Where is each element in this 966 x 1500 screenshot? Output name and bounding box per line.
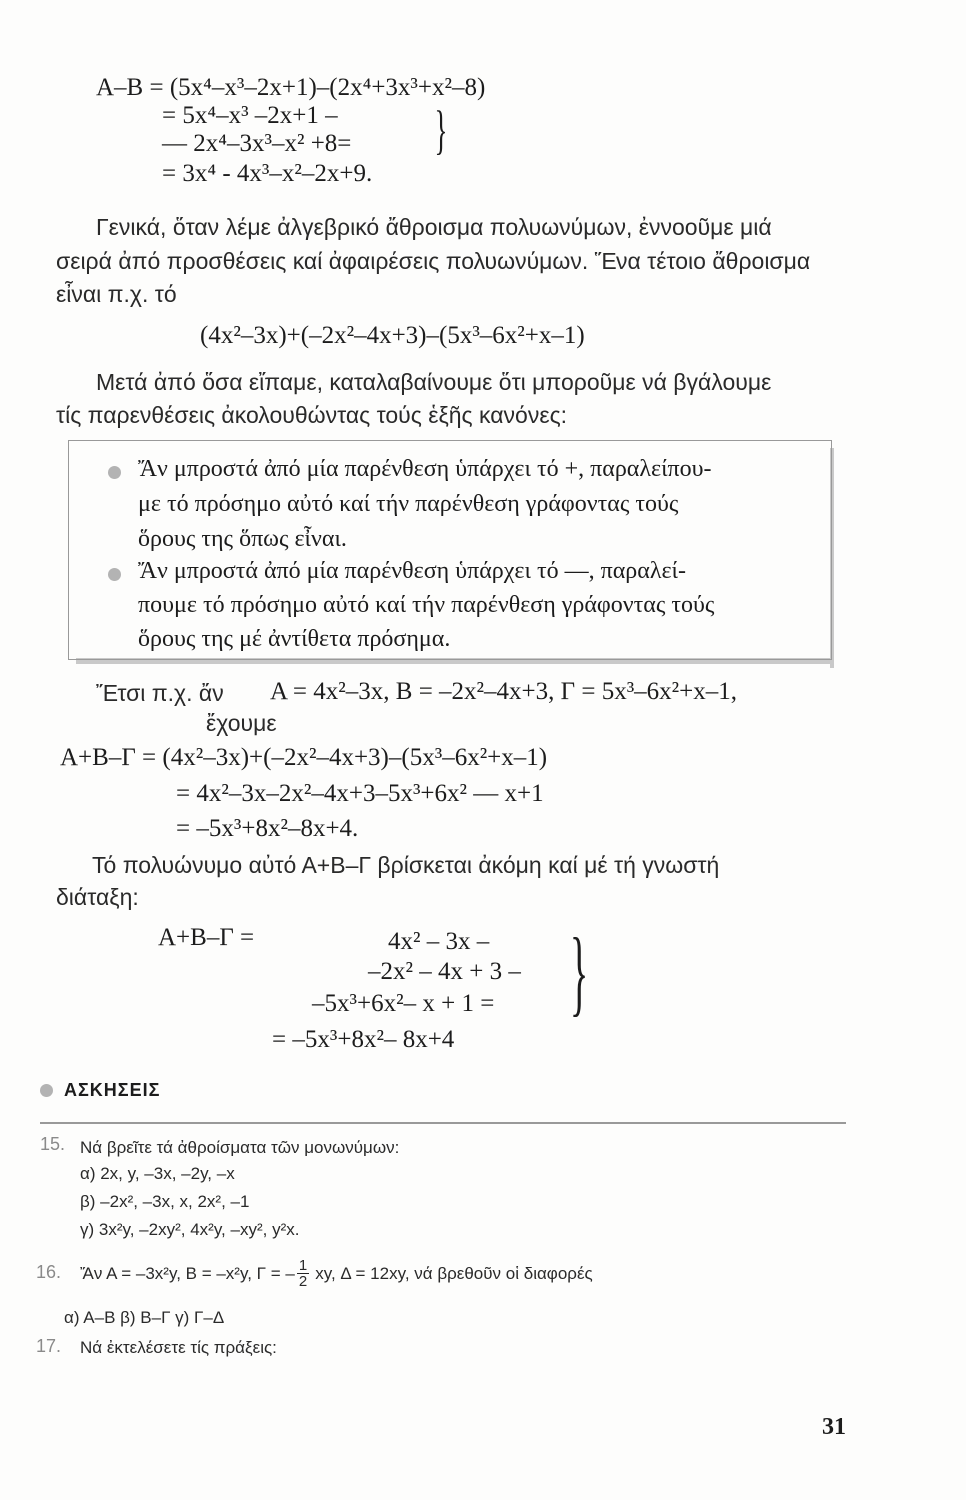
exercise-17-number: 17. (36, 1336, 62, 1356)
derivation-line-3: — 2x⁴–3x³–x² +8= (162, 130, 352, 157)
arrangement-row-2: –2x² – 4x + 3 – (368, 958, 521, 985)
exercise-15-b: β) –2x², –3x, x, 2x², –1 (80, 1192, 250, 1211)
example-expression: (4x²–3x)+(–2x²–4x+3)–(5x³–6x²+x–1) (200, 322, 585, 349)
exercises-heading: ΑΣΚΗΣΕΙΣ (64, 1080, 161, 1100)
paragraph-2-line-2: τίς παρενθέσεις ἀκολουθώντας τούς ἑξῆς κανόνες: (56, 402, 568, 428)
rule-2-line-2: πουμε τό πρόσημο αὐτό καί τήν παρένθεση γράφοντας τούς (138, 592, 715, 618)
example-2-line-3: = –5x³+8x²–8x+4. (176, 815, 359, 842)
exercise-16-prompt-end: xy, Δ = 12xy, νά βρεθοῦν οἱ διαφορές (315, 1263, 593, 1283)
paragraph-3-line-1: Τό πολυώνυμο αὐτό Α+Β–Γ βρίσκεται ἀκόμη καί μέ τή γνωστή (92, 852, 720, 878)
exercise-16-prompt-start: Ἄν Α = –3x²y, Β = –x²y, Γ = – (80, 1263, 295, 1283)
derivation-line-4: = 3x⁴ - 4x³–x²–2x+9. (162, 160, 373, 187)
right-brace-1: } (434, 100, 448, 160)
example-2-echoume: ἔχουμε (206, 710, 277, 736)
paragraph-1-line-2: σειρά ἀπό προσθέσεις καί ἀφαιρέσεις πολυωνύμων. Ἕνα τέτοιο ἄθροισμα (56, 248, 811, 274)
exercise-17-prompt: Νά ἐκτελέσετε τίς πράξεις: (80, 1338, 277, 1357)
rule-1-line-3: ὅρους της ὅπως εἶναι. (138, 526, 347, 552)
right-brace-2: } (569, 918, 589, 1025)
rule-1-line-1: Ἄν μπροστά ἀπό μία παρένθεση ὑπάρχει τό +, παραλείπου- (138, 456, 712, 482)
exercise-15-c: γ) 3x²y, –2xy², 4x²y, –xy², y²x. (80, 1220, 300, 1239)
section-divider (40, 1122, 846, 1124)
paragraph-1-line-1: Γενικά, ὅταν λέμε ἀλγεβρικό ἄθροισμα πολυωνύμων, ἐννοοῦμε μιά (96, 214, 772, 240)
arrangement-lhs: Α+Β–Γ = (158, 924, 255, 951)
example-2-line-2: = 4x²–3x–2x²–4x+3–5x³+6x² — x+1 (176, 780, 544, 807)
example-2-line-1: Α+Β–Γ = (4x²–3x)+(–2x²–4x+3)–(5x³–6x²+x–1) (60, 744, 548, 771)
exercise-15-prompt: Νά βρεῖτε τά ἀθροίσματα τῶν μονωνύμων: (80, 1138, 400, 1157)
example-2-definitions: Α = 4x²–3x, Β = –2x²–4x+3, Γ = 5x³–6x²+x–1, (270, 678, 738, 705)
bullet-icon (40, 1084, 53, 1097)
exercise-15-a: α) 2x, y, –3x, –2y, –x (80, 1164, 235, 1183)
fraction-numerator: 1 (298, 1257, 308, 1274)
paragraph-1-line-3: εἶναι π.χ. τό (56, 281, 177, 307)
arrangement-result: = –5x³+8x²– 8x+4 (272, 1026, 455, 1053)
exercise-16-prompt (80, 1258, 593, 1289)
fraction-denominator: 2 (298, 1273, 308, 1290)
rule-2-line-3: ὅρους της μέ ἀντίθετα πρόσημα. (138, 626, 451, 652)
paragraph-3-line-2: διάταξη: (56, 884, 139, 910)
exercise-16-number: 16. (36, 1262, 62, 1282)
arrangement-row-3: –5x³+6x²– x + 1 = (312, 990, 495, 1017)
derivation-line-2: = 5x⁴–x³ –2x+1 – (162, 102, 338, 129)
exercise-15-number: 15. (40, 1134, 66, 1154)
arrangement-row-1: 4x² – 3x – (388, 928, 490, 955)
derivation-line-1: Α–Β = (5x⁴–x³–2x+1)–(2x⁴+3x³+x²–8) (96, 74, 486, 101)
page-number: 31 (822, 1414, 846, 1440)
paragraph-2-line-1: Μετά ἀπό ὅσα εἴπαμε, καταλαβαίνουμε ὅτι μποροῦμε νά βγάλουμε (96, 369, 772, 395)
bullet-icon (108, 568, 121, 581)
rule-1-line-2: με τό πρόσημο αὐτό καί τήν παρένθεση γράφοντας τούς (138, 491, 679, 517)
bullet-icon (108, 466, 121, 479)
fraction-one-half (297, 1258, 309, 1289)
exercise-16-parts: α) Α–Β β) Β–Γ γ) Γ–Δ (64, 1308, 225, 1327)
rule-2-line-1: Ἄν μπροστά ἀπό μία παρένθεση ὑπάρχει τό —, παραλεί- (138, 558, 686, 584)
example-2-intro: Ἔτσι π.χ. ἄν (96, 680, 224, 706)
